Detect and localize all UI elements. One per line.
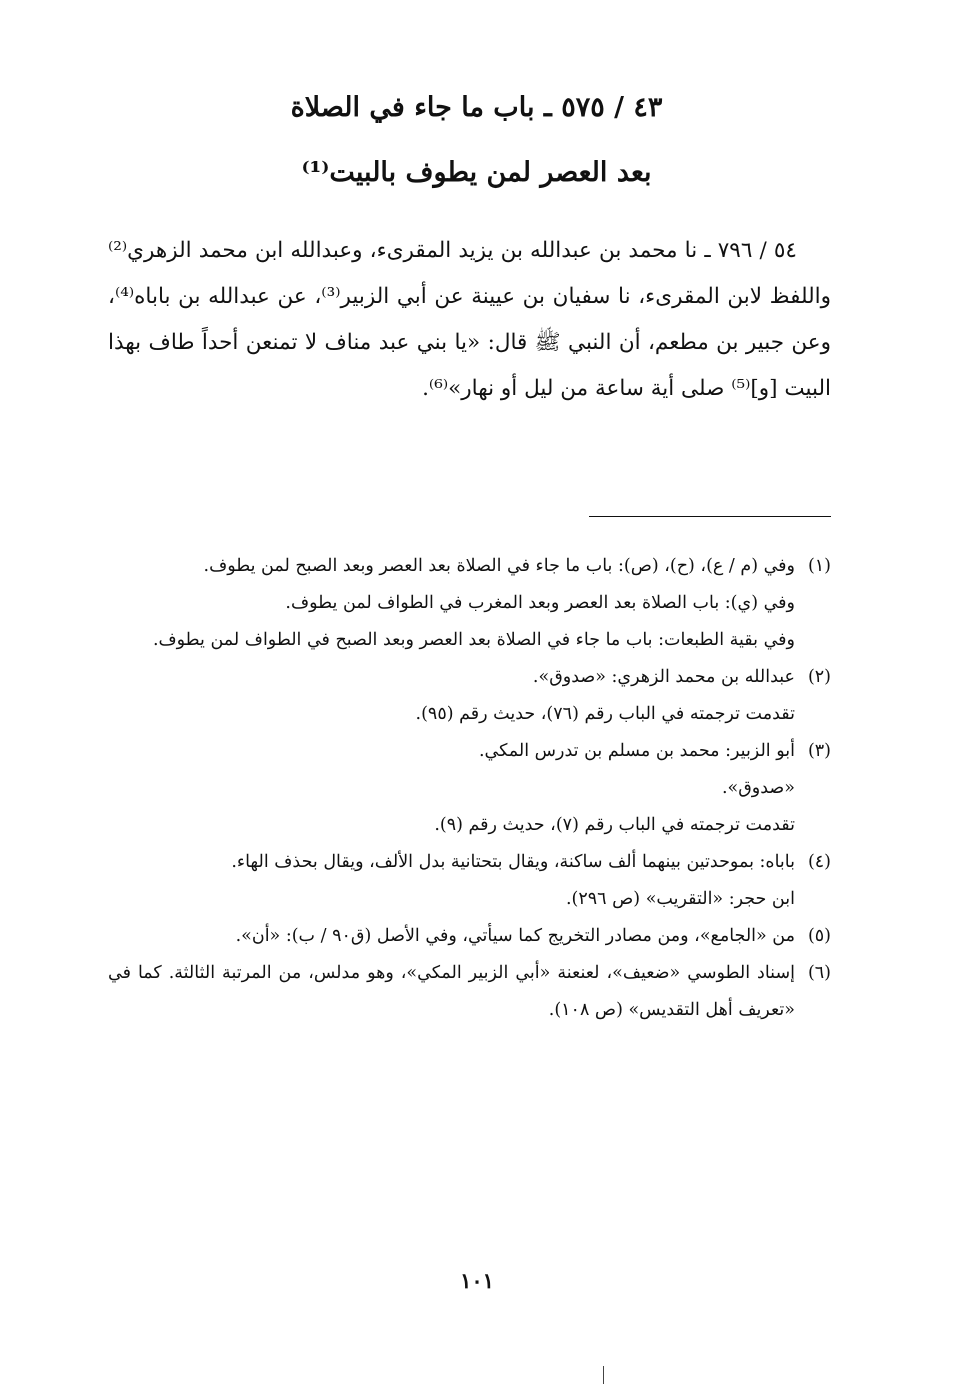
- footnote-subline: تقدمت ترجمته في الباب رقم (٧)، حديث رقم (٩).: [434, 815, 795, 835]
- footnote-number: (٣): [807, 741, 831, 761]
- footnote-divider: [589, 516, 831, 517]
- scan-artifact-line: [603, 1366, 604, 1384]
- hadith-body: نا محمد بن عبدالله بن يزيد المقرىء، وعبدالله ابن محمد الزهري⁽²⁾ واللفظ لابن المقرىء، نا سفيان بن عيينة عن أبي الزبير⁽³⁾، عن عبدالله بن باباه⁽⁴⁾، وعن جبير بن مطعم، أن النبي ﷺ قال: «يا بني عبد مناف لا تمنعن أحداً طاف بهذا البيت [و]⁽⁵⁾ صلى أية ساعة من ليل أو نهار»⁽⁶⁾.: [108, 238, 831, 401]
- footnote-5: [108, 918, 831, 955]
- footnote-number: (١): [807, 556, 831, 576]
- footnote-1: [108, 548, 831, 585]
- footnotes: [108, 548, 831, 1029]
- footnote-2: [108, 659, 831, 696]
- footnote-subline: وفي بقية الطبعات: باب ما جاء في الصلاة بعد العصر وبعد الصبح في الطواف لمن يطوف.: [152, 630, 795, 650]
- hadith-text: [108, 228, 831, 412]
- footnote-text: باباه: بموحدتين بينهما ألف ساكنة، ويقال بتحتانية بدل الألف، ويقال بحذف الهاء.: [231, 852, 795, 872]
- footnote-text: أبو الزبير: محمد بن مسلم بن تدرس المكي.: [478, 741, 795, 761]
- footnote-subline: وفي (ي): باب الصلاة بعد العصر وبعد المغرب في الطواف لمن يطوف.: [285, 593, 795, 613]
- footnote-subline: تقدمت ترجمته في الباب رقم (٧٦)، حديث رقم (٩٥).: [415, 704, 795, 724]
- hadith-number: ٥٤ / ٧٩٦ ـ: [704, 238, 797, 263]
- footnote-number: (٦): [807, 963, 831, 983]
- chapter-title: ٤٣ / ٥٧٥ ـ باب ما جاء في الصلاة: [290, 92, 663, 123]
- footnote-3: [108, 733, 831, 770]
- footnote-subline: «صدوق».: [721, 778, 795, 798]
- footnote-number: (٢): [807, 667, 831, 687]
- footnote-subline: ابن حجر: «التقريب» (ص ٢٩٦).: [565, 889, 795, 909]
- chapter-subtitle: بعد العصر لمن يطوف بالبيت⁽¹⁾: [301, 157, 652, 188]
- footnote-text: عبدالله بن محمد الزهري: «صدوق».: [532, 667, 795, 687]
- footnote-number: (٥): [807, 926, 831, 946]
- footnote-text: من «الجامع»، ومن مصادر التخريج كما سيأتي، وفي الأصل (ق٩٠ / ب): «أن».: [235, 926, 795, 946]
- footnote-text: وفي (م / ع)، (ح)، (ص): باب ما جاء في الصلاة بعد العصر وبعد الصبح لمن يطوف.: [203, 556, 795, 576]
- footnote-6: [108, 955, 831, 1029]
- footnote-text: إسناد الطوسي «ضعيف»، لعنعنة «أبي الزبير المكي»، وهو مدلس، من المرتبة الثالثة. كما في «تعريف أهل التقديس» (ص ١٠٨).: [108, 963, 795, 1020]
- footnote-4: [108, 844, 831, 881]
- footnote-number: (٤): [807, 852, 831, 872]
- page-number: ١٠١: [460, 1268, 494, 1293]
